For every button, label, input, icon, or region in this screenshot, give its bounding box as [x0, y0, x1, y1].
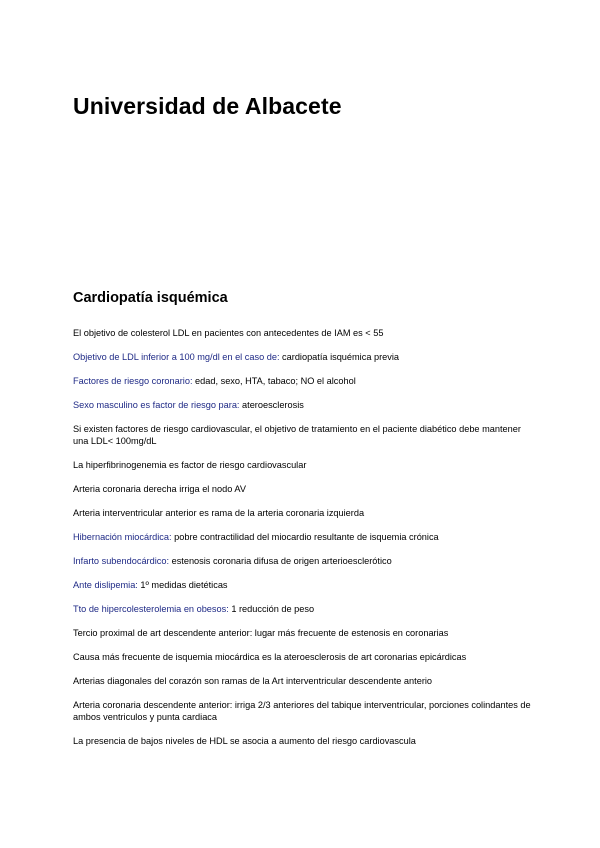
- entry-text: Arterias diagonales del corazón son ramas de la Art interventricular descendente anterio: [73, 676, 433, 686]
- entry-line: [73, 651, 533, 663]
- entry-text: 1º medidas dietéticas: [137, 580, 228, 590]
- entry-line: [73, 603, 533, 615]
- entry-line: [73, 375, 533, 387]
- entry-line: [73, 399, 533, 411]
- entry-text: El objetivo de colesterol LDL en pacientes con antecedentes de IAM es < 55: [73, 328, 384, 338]
- entry-line: [73, 675, 533, 687]
- entry-term: Objetivo de LDL inferior a 100 mg/dl en el caso de:: [73, 352, 280, 362]
- entry-text: La hiperfibrinogenemia es factor de riesgo cardiovascular: [73, 460, 307, 470]
- entry-line: [73, 735, 533, 747]
- entry-text: edad, sexo, HTA, tabaco; NO el alcohol: [192, 376, 356, 386]
- entry-text: cardiopatía isquémica previa: [279, 352, 400, 362]
- entry-term: Hibernación miocárdica:: [73, 532, 172, 542]
- entry-term: Ante dislipemia:: [73, 580, 138, 590]
- entry-line: [73, 483, 533, 495]
- entry-line: [73, 531, 533, 543]
- entry-term: Tto de hipercolesterolemia en obesos:: [73, 604, 229, 614]
- entry-line: [73, 459, 533, 471]
- entry-line: [73, 351, 533, 363]
- entry-line: [73, 699, 533, 723]
- entry-text: La presencia de bajos niveles de HDL se asocia a aumento del riesgo cardiovascula: [73, 736, 416, 746]
- entry-line: [73, 579, 533, 591]
- page-title: Universidad de Albacete: [73, 93, 342, 119]
- entry-line: [73, 627, 533, 639]
- entry-line: [73, 507, 533, 519]
- entry-line: [73, 423, 533, 447]
- entry-text: Arteria coronaria derecha irriga el nodo AV: [73, 484, 246, 494]
- entry-text: ateroesclerosis: [239, 400, 304, 410]
- entry-text: Si existen factores de riesgo cardiovascular, el objetivo de tratamiento en el paciente diabético debe mantener una LDL< 100mg/dL: [73, 424, 521, 446]
- entry-term: Factores de riesgo coronario:: [73, 376, 193, 386]
- entry-text: Causa más frecuente de isquemia miocárdica es la ateroesclerosis de art coronarias epicárdicas: [73, 652, 467, 662]
- entry-line: [73, 555, 533, 567]
- entry-text: pobre contractilidad del miocardio resultante de isquemia crónica: [171, 532, 439, 542]
- entry-text: Arteria coronaria descendente anterior: irriga 2/3 anteriores del tabique interventricular, porciones colindantes de ambos ventriculos y punta cardiaca: [73, 700, 531, 722]
- entry-text: Tercio proximal de art descendente anterior: lugar más frecuente de estenosis en coronarias: [73, 628, 449, 638]
- entry-term: Infarto subendocárdico:: [73, 556, 170, 566]
- section-heading: Cardiopatía isquémica: [73, 290, 228, 306]
- entry-line: [73, 327, 533, 339]
- entry-term: Sexo masculino es factor de riesgo para:: [73, 400, 240, 410]
- entry-text: estenosis coronaria difusa de origen arterioesclerótico: [169, 556, 392, 566]
- entry-text: Arteria interventricular anterior es rama de la arteria coronaria izquierda: [73, 508, 365, 518]
- entry-text: 1 reducción de peso: [228, 604, 315, 614]
